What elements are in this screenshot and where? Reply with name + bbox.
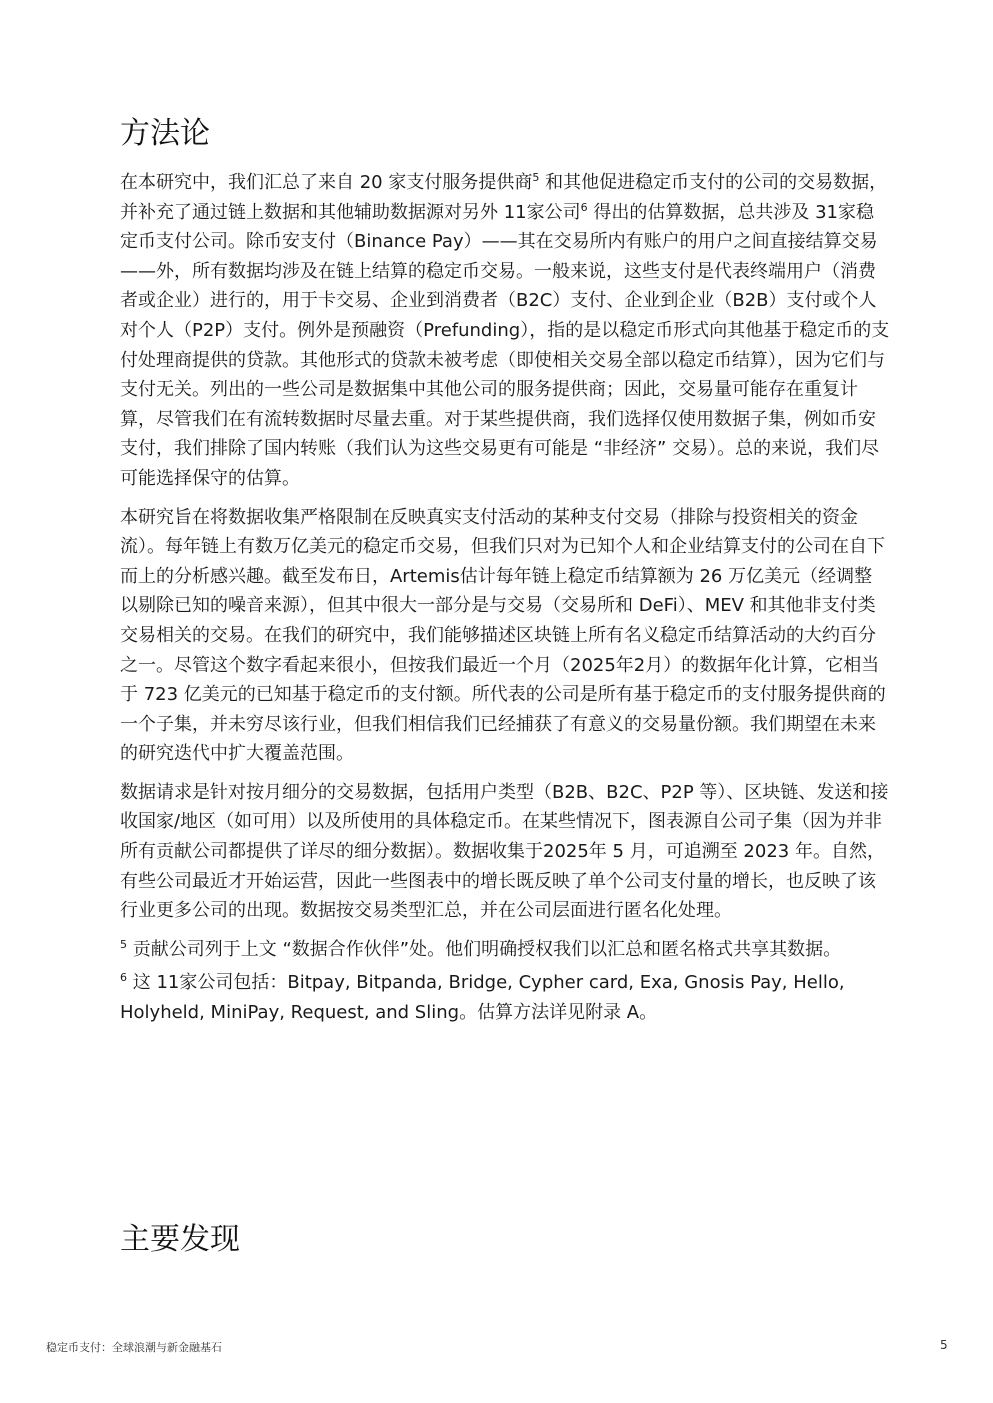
section-title-key-findings: 主要发现 — [120, 1222, 240, 1257]
footnote-ref-6[interactable]: 6 — [580, 200, 588, 214]
footnote-6-text: 这 11家公司包括：Bitpay, Bitpanda, Bridge, Cypher card, Exa, Gnosis Pay, Hello, Holyheld, MiniPay, Request, and Sling。估算方法详见附录 A。 — [120, 972, 845, 1024]
footnote-5-text: 贡献公司列于上文 “数据合作伙伴”处。他们明确授权我们以汇总和匿名格式共享其数据。 — [127, 938, 842, 960]
footer-document-title: 稳定币支付：全球浪潮与新金融基石 — [46, 1341, 222, 1354]
footnote-ref-5[interactable]: 5 — [532, 171, 540, 184]
p1-part-c: 得出的估算数据，总共涉及 31家稳定币支付公司。除币安支付（Binance Pay）——其在交易所内有账户的用户之间直接结算交易——外，所有数据均涉及在链上结算的稳定币交易。一般来说，这些支付是代表终端用户（消费者或企业）进行的，用于卡交易、企业到消费者（B2C）支付、企业到企业（B2B）支付或个人对个人（P2P）支付。例外是预融资（Prefunding），指的是以稳定币形式向其他基于稳定币的支付处理商提供的贷款。其他形式的贷款未被考虑（即使相关交易全部以稳定币结算），因为它们与支付无关。列出的一些公司是数据集中其他公司的服务提供商；因此，交易量可能存在重复计算，尽管我们在有流转数据时尽量去重。对于某些提供商，我们选择仅使用数据子集，例如币安支付，我们排除了国内转账（我们认为这些交易更有可能是 “非经济” 交易）。总的来说，我们尽可能选择保守的估算。 — [120, 201, 890, 489]
p1-part-b: 和其他促进稳定币支付的公司的交易数据，并补充了通过链上数据和其他辅助数据源对另外 11家公司 — [120, 172, 888, 223]
methodology-paragraph-2: 本研究旨在将数据收集严格限制在反映真实支付活动的某种支付交易（排除与投资相关的资金流）。每年链上有数万亿美元的稳定币交易，但我们只对为已知个人和企业结算支付的公司在自下而上的分析感兴趣。截至发布日，Artemis估计每年链上稳定币结算额为 26 万亿美元（经调整以剔除已知的噪音来源），但其中很大一部分是与交易（交易所和 DeFi）、MEV 和其他非支付类交易相关的交易。在我们的研究中，我们能够描述区块链上所有名义稳定币结算活动的大约百分之一。尽管这个数字看起来很小，但按我们最近一个月（2025年2月）的数据年化计算，它相当于 723 亿美元的已知基于稳定币的支付额。所代表的公司是所有基于稳定币的支付服务提供商的一个子集，并未穷尽该行业，但我们相信我们已经捕获了有意义的交易量份额。我们期望在未来的研究迭代中扩大覆盖范围。 — [120, 506, 886, 765]
main-content — [120, 112, 890, 1032]
p1-part-a: 在本研究中，我们汇总了来自 20 家支付服务提供商 — [120, 172, 533, 193]
footnote-5-mark: 5 — [120, 937, 127, 951]
methodology-paragraph-1 — [120, 168, 890, 494]
section-title-methodology: 方法论 — [120, 116, 210, 151]
footer-page-number: 5 — [940, 1338, 948, 1352]
footnote-6 — [120, 968, 890, 1027]
footnote-5 — [120, 935, 890, 965]
methodology-paragraph-3: 数据请求是针对按月细分的交易数据，包括用户类型（B2B、B2C、P2P 等）、区块链、发送和接收国家/地区（如可用）以及所使用的具体稳定币。在某些情况下，图表源自公司子集（因为并非所有贡献公司都提供了详尽的细分数据）。数据收集于2025年 5 月，可追溯至 2023 年。自然，有些公司最近才开始运营，因此一些图表中的增长既反映了单个公司支付量的增长，也反映了该行业更多公司的出现。数据按交易类型汇总，并在公司层面进行匿名化处理。 — [120, 781, 889, 922]
footnote-6-mark: 6 — [120, 971, 127, 985]
